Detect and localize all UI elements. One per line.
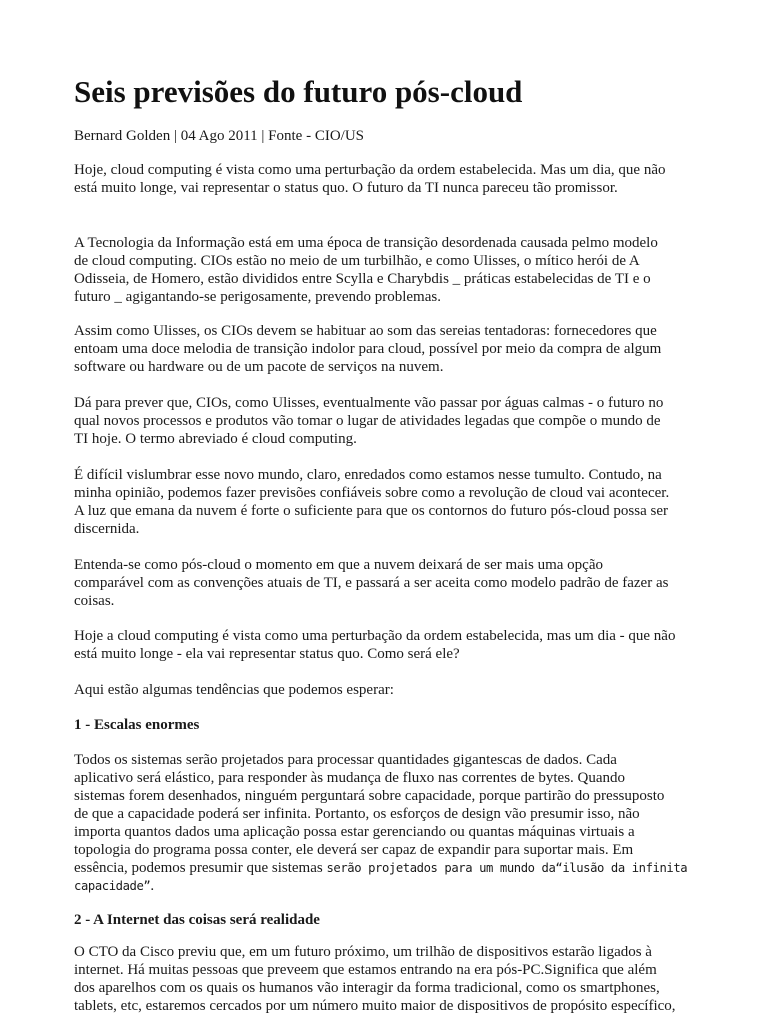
section-1-paragraph — [74, 751, 704, 895]
text-line: Todos os sistemas serão projetados para processar quantidades gigantescas de dados. Cada — [74, 752, 617, 768]
text-line: tablets, etc, estaremos cercados por um número muito maior de dispositivos de propósito específico, — [74, 998, 676, 1014]
text-line: coisas. — [74, 593, 115, 609]
text-line: dos aparelhos com os quais os humanos vão interagir da forma tradicional, como os smartphones, — [74, 980, 660, 996]
text-line: minha opinião, podemos fazer previsões confiáveis sobre como a revolução de cloud vai acontecer. — [74, 485, 670, 501]
paragraph-1 — [74, 234, 704, 306]
text-line: sistemas forem desenhados, ninguém perguntará sobre capacidade, porque partirão do pressuposto — [74, 788, 665, 804]
text-line: comparável com as convenções atuais de TI, e passará a ser aceita como modelo padrão de fazer as — [74, 575, 669, 591]
text-line: Entenda-se como pós-cloud o momento em que a nuvem deixará de ser mais uma opção — [74, 557, 603, 573]
section-1-heading: 1 - Escalas enormes — [74, 717, 200, 733]
monospace-fragment: capacidade” — [74, 879, 151, 893]
text-line: de que a capacidade poderá ser infinita. Portanto, os esforços de design vão presumir isso, não — [74, 806, 640, 822]
text-line: Dá para prever que, CIOs, como Ulisses, eventualmente vão passar por águas calmas - o futuro no — [74, 395, 664, 411]
paragraph-2 — [74, 322, 704, 376]
text-line: internet. Há muitas pessoas que preveem que estamos entrando na era pós-PC.Significa que além — [74, 962, 657, 978]
section-2-paragraph — [74, 943, 704, 1015]
monospace-fragment: serão projetados para um mundo da“ilusão da infinita — [326, 861, 688, 875]
text-line: Assim como Ulisses, os CIOs devem se habituar ao som das sereias tentadoras: fornecedores que — [74, 323, 657, 339]
paragraph-6 — [74, 627, 704, 663]
text-line: A luz que emana da nuvem é forte o suficiente para que os contornos do futuro pós-cloud possa ser — [74, 503, 668, 519]
text-fragment: . — [150, 878, 155, 894]
paragraph-4 — [74, 466, 704, 538]
section-2-heading: 2 - A Internet das coisas será realidade — [74, 912, 320, 928]
article-title: Seis previsões do futuro pós-cloud — [74, 74, 523, 109]
text-line: É difícil vislumbrar esse novo mundo, claro, enredados como estamos nesse tumulto. Contudo, na — [74, 467, 662, 483]
text-line: Hoje, cloud computing é vista como uma perturbação da ordem estabelecida. Mas um dia, que não — [74, 162, 666, 178]
text-line: Odisseia, de Homero, estão divididos entre Scylla e Charybdis _ práticas estabelecidas de TI e o — [74, 271, 651, 287]
text-line: A Tecnologia da Informação está em uma época de transição desordenada causada pelmo modelo — [74, 235, 658, 251]
text-line — [74, 877, 704, 895]
text-line: de cloud computing. CIOs estão no meio de um turbilhão, e como Ulisses, o mítico herói de A — [74, 253, 640, 269]
intro-paragraph — [74, 161, 704, 197]
text-line: aplicativo será elástico, para responder às mudança de fluxo nas correntes de bytes. Quando — [74, 770, 626, 786]
text-fragment: essência, podemos presumir que sistemas — [74, 860, 327, 876]
paragraph-7 — [74, 681, 704, 699]
paragraph-3 — [74, 394, 704, 448]
article-byline: Bernard Golden | 04 Ago 2011 | Fonte - CIO/US — [74, 128, 365, 144]
text-line: está muito longe - ela vai representar status quo. Como será ele? — [74, 646, 460, 662]
text-line: discernida. — [74, 521, 140, 537]
text-line: Hoje a cloud computing é vista como uma perturbação da ordem estabelecida, mas um dia - que não — [74, 628, 676, 644]
text-line: topologia do programa possa conter, ele deverá ser capaz de expandir para suportar mais. Em — [74, 842, 634, 858]
text-line: O CTO da Cisco previu que, em um futuro próximo, um trilhão de dispositivos estarão ligados à — [74, 944, 652, 960]
text-line: entoam uma doce melodia de transição indolor para cloud, possível por meio da compra de algum — [74, 341, 662, 357]
text-line: Aqui estão algumas tendências que podemos esperar: — [74, 682, 394, 698]
text-line: TI hoje. O termo abreviado é cloud computing. — [74, 431, 357, 447]
text-line: importa quantos dados uma aplicação possa estar gerenciando ou quantas máquinas virtuais a — [74, 824, 635, 840]
paragraph-5 — [74, 556, 704, 610]
text-line: futuro _ agigantando-se perigosamente, prevendo problemas. — [74, 289, 441, 305]
text-line — [74, 859, 704, 877]
text-line: software ou hardware ou de um pacote de serviços na nuvem. — [74, 359, 444, 375]
text-line: está muito longe, vai representar o status quo. O futuro da TI nunca pareceu tão promissor. — [74, 180, 618, 196]
text-line: qual novos processos e produtos vão tomar o lugar de atividades legadas que compõe o mundo de — [74, 413, 661, 429]
